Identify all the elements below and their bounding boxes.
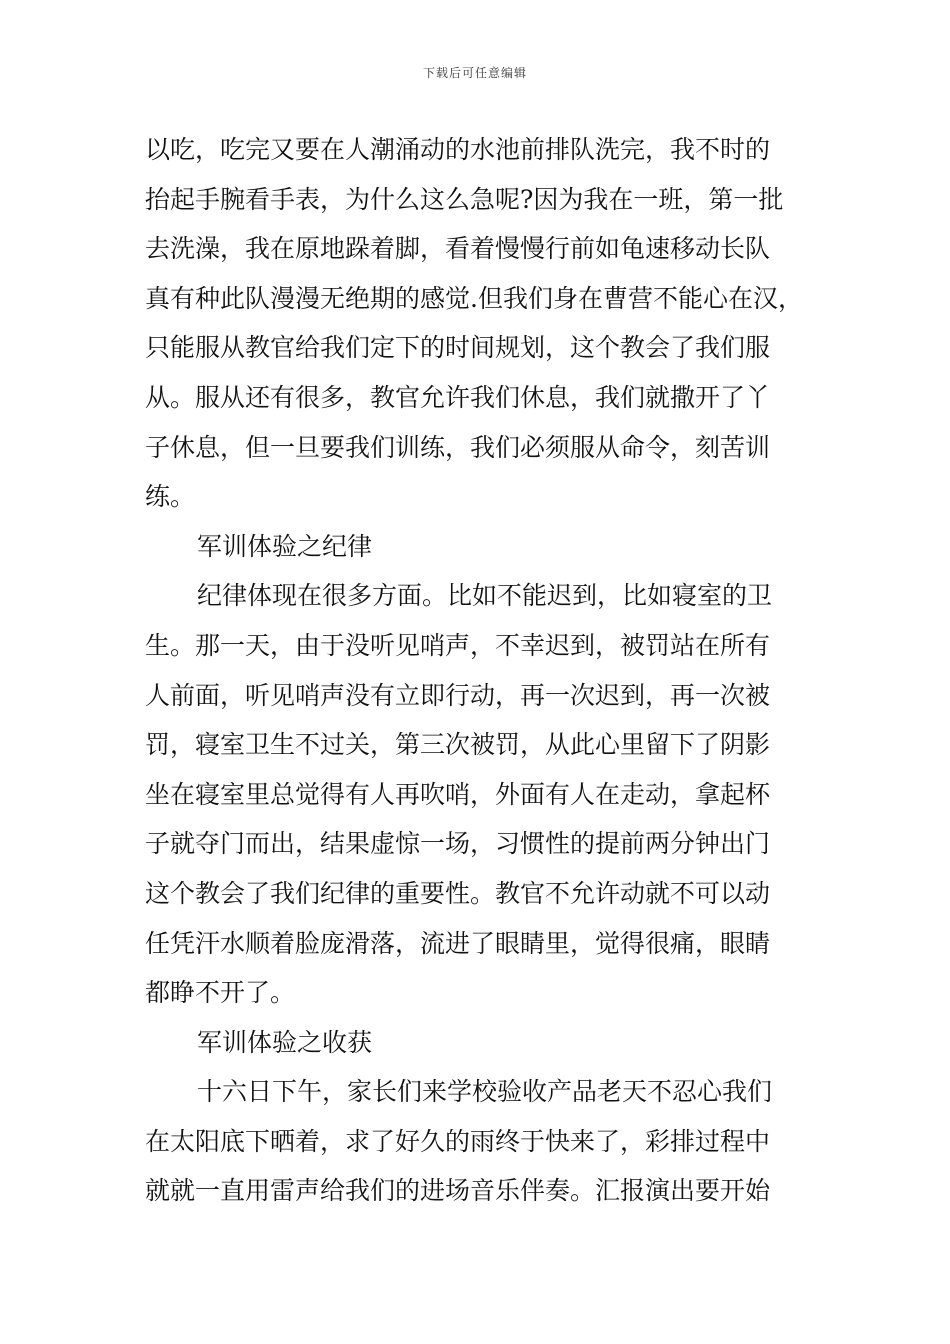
text-line: 真有种此队漫漫无绝期的感觉.但我们身在曹营不能心在汉，: [145, 283, 803, 313]
text-line: 都睁不开了。: [145, 978, 296, 1008]
section-heading-gains: 军训体验之收获: [197, 1027, 373, 1057]
text-line: 练。: [145, 482, 196, 512]
text-line: 坐在寝室里总觉得有人再吹哨，外面有人在走动，拿起杯: [145, 779, 771, 809]
section-heading-discipline: 军训体验之纪律: [197, 531, 373, 561]
text-line: 这个教会了我们纪律的重要性。教官不允许动就不可以动: [145, 878, 771, 908]
text-line: 从。服从还有很多，教官允许我们休息，我们就撒开了丫: [145, 382, 771, 412]
text-line: 在太阳底下晒着，求了好久的雨终于快来了，彩排过程中: [145, 1126, 771, 1156]
text-line: 人前面，听见哨声没有立即行动，再一次迟到，再一次被: [145, 680, 771, 710]
text-line: 抬起手腕看手表，为什么这么急呢?因为我在一班，第一批: [145, 184, 784, 214]
text-line: 纪律体现在很多方面。比如不能迟到，比如寝室的卫: [197, 581, 773, 611]
text-line: 任凭汗水顺着脸庞滑落，流进了眼睛里，觉得很痛，眼睛: [145, 928, 771, 958]
text-line: 以吃，吃完又要在人潮涌动的水池前排队洗完，我不时的: [145, 135, 771, 164]
text-line: 就就一直用雷声给我们的进场音乐伴奏。汇报演出要开始: [145, 1176, 771, 1206]
text-line: 罚，寝室卫生不过关，第三次被罚，从此心里留下了阴影: [145, 730, 771, 760]
document-body: [145, 125, 810, 1216]
text-line: 去洗澡，我在原地跺着脚，看着慢慢行前如龟速移动长队: [145, 234, 771, 264]
text-line: 只能服从教官给我们定下的时间规划，这个教会了我们服: [145, 333, 771, 363]
page-header-note: 下载后可任意编辑: [422, 66, 527, 80]
text-line: 子休息，但一旦要我们训练，我们必须服从命令，刻苦训: [145, 432, 771, 462]
text-line: 生。那一天，由于没听见哨声，不幸迟到，被罚站在所有: [145, 630, 771, 660]
text-line: 子就夺门而出，结果虚惊一场，习惯性的提前两分钟出门: [145, 829, 771, 859]
text-line: 十六日下午，家长们来学校验收产品老天不忍心我们: [197, 1077, 773, 1107]
